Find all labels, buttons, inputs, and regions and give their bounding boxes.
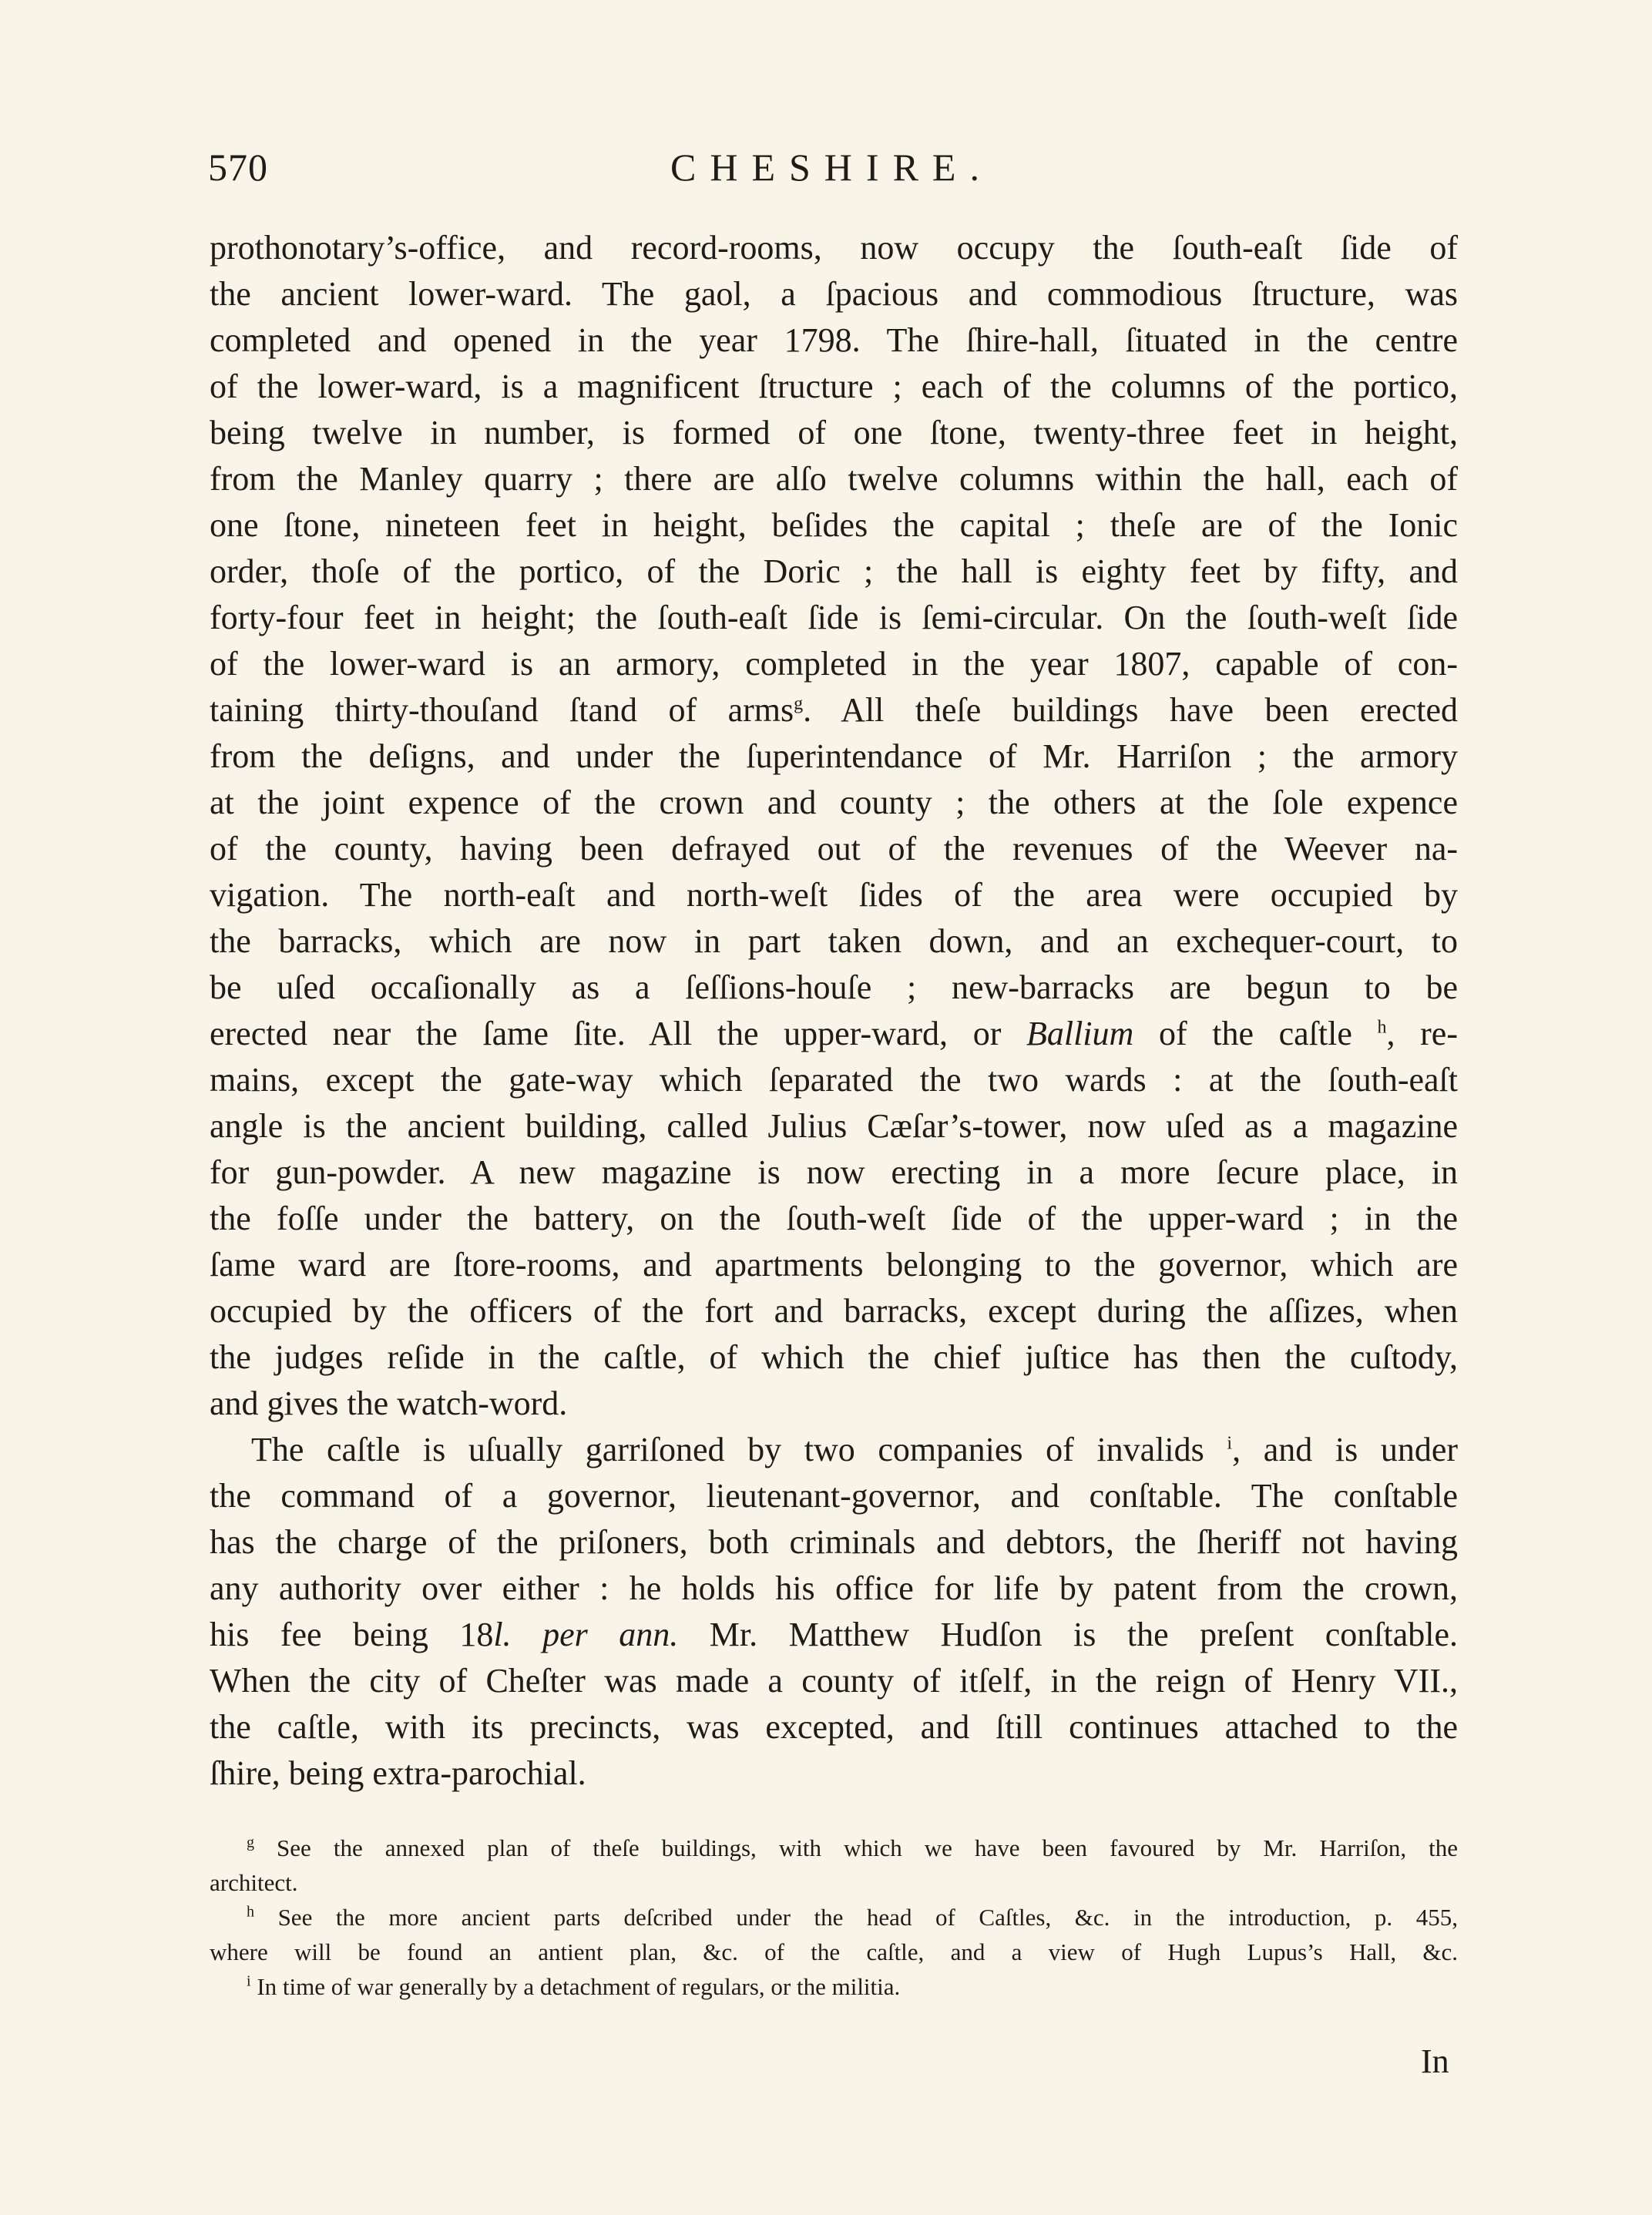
text-line: from the deſigns, and under the ſuperintendance of Mr. Harriſon ; the armory xyxy=(210,737,1458,775)
text-line: from the Manley quarry ; there are alſo twelve columns within the hall, each of xyxy=(210,460,1458,498)
text-line: When the city of Cheſter was made a county of itſelf, in the reign of Henry VII., xyxy=(210,1662,1458,1700)
text-line: of the lower-ward is an armory, completed in the year 1807, capable of con- xyxy=(210,645,1458,683)
text-segment xyxy=(512,1616,543,1653)
footnote-h-cont: where will be found an antient plan, &c. of the caſtle, and a view of Hugh Lupus’s Hall, &c. xyxy=(210,1938,1458,1965)
text-segment: , re- xyxy=(1386,1015,1458,1052)
text-line: for gun-powder. A new magazine is now erecting in a more ſecure place, in xyxy=(210,1153,1458,1191)
text-line: being twelve in number, is formed of one ſtone, twenty-three feet in height, xyxy=(210,414,1458,451)
footnote-mark: g xyxy=(247,1834,254,1851)
footnote-text: See the annexed plan of theſe buildings, with which we have been favoured by Mr. Harriſon, the xyxy=(277,1834,1458,1861)
footnotes xyxy=(210,1831,1458,2004)
catchword: In xyxy=(1421,2042,1449,2080)
text-line: prothonotary’s-office, and record-rooms, now occupy the ſouth-eaſt ſide of xyxy=(210,229,1458,267)
text-line: mains, except the gate-way which ſeparated the two wards : at the ſouth-eaſt xyxy=(210,1061,1458,1099)
text-line xyxy=(210,687,1458,733)
footnote-g-cont: architect. xyxy=(210,1869,298,1896)
text-segment: , and is under xyxy=(1232,1431,1459,1468)
text-line: be uſed occaſionally as a ſeſſions-houſe ; new-barracks are begun to be xyxy=(210,968,1458,1006)
text-line: completed and opened in the year 1798. The ſhire-hall, ſituated in the centre xyxy=(210,321,1458,359)
text-line: ſhire, being extra-parochial. xyxy=(210,1754,586,1792)
italic-term: per ann. xyxy=(542,1616,679,1653)
footnote-ref-h: h xyxy=(1377,1017,1387,1038)
text-segment: of the caſtle xyxy=(1133,1015,1378,1052)
italic-term: Ballium xyxy=(1026,1015,1134,1052)
text-segment: his fee being 18 xyxy=(210,1616,494,1653)
text-segment: . All theſe buildings have been erected xyxy=(803,691,1458,729)
text-line: ſame ward are ſtore-rooms, and apartments belonging to the governor, which are xyxy=(210,1246,1458,1284)
footnote-ref-i: i xyxy=(1227,1433,1233,1454)
text-line: and gives the watch-word. xyxy=(210,1384,568,1422)
text-line xyxy=(210,1011,1458,1057)
italic-term: l. xyxy=(493,1616,512,1653)
page-number: 570 xyxy=(208,146,268,189)
text-line: the command of a governor, lieutenant-governor, and conſtable. The conſtable xyxy=(210,1477,1458,1515)
text-line: the ancient lower-ward. The gaol, a ſpacious and commodious ſtructure, was xyxy=(210,275,1458,313)
text-line: has the charge of the priſoners, both criminals and debtors, the ſheriff not having xyxy=(210,1523,1458,1561)
text-line: angle is the ancient building, called Julius Cæſar’s-tower, now uſed as a magazine xyxy=(210,1107,1458,1145)
text-line: any authority over either : he holds his office for life by patent from the crown, xyxy=(210,1569,1458,1607)
text-segment: taining thirty-thouſand ſtand of arms xyxy=(210,691,794,729)
text-line: the caſtle, with its precincts, was excepted, and ſtill continues attached to the xyxy=(210,1708,1458,1746)
text-line: forty-four feet in height; the ſouth-eaſt ſide is ſemi-circular. On the ſouth-weſt ſide xyxy=(210,599,1458,636)
running-head xyxy=(208,145,1456,199)
text-segment: Mr. Matthew Hudſon is the preſent conſtable. xyxy=(678,1616,1459,1653)
text-line: of the lower-ward, is a magnificent ſtructure ; each of the columns of the portico, xyxy=(210,367,1458,405)
text-line: the barracks, which are now in part taken down, and an exchequer-court, to xyxy=(210,922,1458,960)
footnote-i xyxy=(210,1969,1458,2004)
footnote-text: See the more ancient parts deſcribed under the head of Caſtles, &c. in the introduction, p. 455, xyxy=(277,1904,1458,1931)
text-line: of the county, having been defrayed out of the revenues of the Weever na- xyxy=(210,830,1458,868)
footnote-mark: i xyxy=(247,1972,251,1990)
text-segment: erected near the ſame ſite. All the upper-ward, or xyxy=(210,1015,1026,1052)
text-line: vigation. The north-eaſt and north-weſt ſides of the area were occupied by xyxy=(210,876,1458,914)
footnote-ref-g: g xyxy=(794,693,804,714)
footnote-g xyxy=(210,1831,1458,1865)
body-text xyxy=(210,225,1458,1797)
text-line: order, thoſe of the portico, of the Doric ; the hall is eighty feet by fifty, and xyxy=(210,552,1458,590)
text-line: at the joint expence of the crown and county ; the others at the ſole expence xyxy=(210,784,1458,821)
footnote-h xyxy=(210,1900,1458,1935)
text-line: occupied by the officers of the fort and barracks, except during the aſſizes, when xyxy=(210,1292,1458,1330)
text-line: the judges reſide in the caſtle, of which the chief juſtice has then the cuſtody, xyxy=(210,1338,1458,1376)
footnote-mark: h xyxy=(247,1903,254,1921)
text-line xyxy=(210,1427,1458,1473)
footnote-text: In time of war generally by a detachment of regulars, or the militia. xyxy=(257,1973,901,2000)
text-segment: The caſtle is uſually garriſoned by two companies of invalids xyxy=(251,1431,1227,1468)
text-line xyxy=(210,1612,1458,1658)
text-line: one ſtone, nineteen feet in height, beſides the capital ; theſe are of the Ionic xyxy=(210,506,1458,544)
running-title: CHESHIRE. xyxy=(670,146,993,189)
text-line: the foſſe under the battery, on the ſouth-weſt ſide of the upper-ward ; in the xyxy=(210,1200,1458,1237)
